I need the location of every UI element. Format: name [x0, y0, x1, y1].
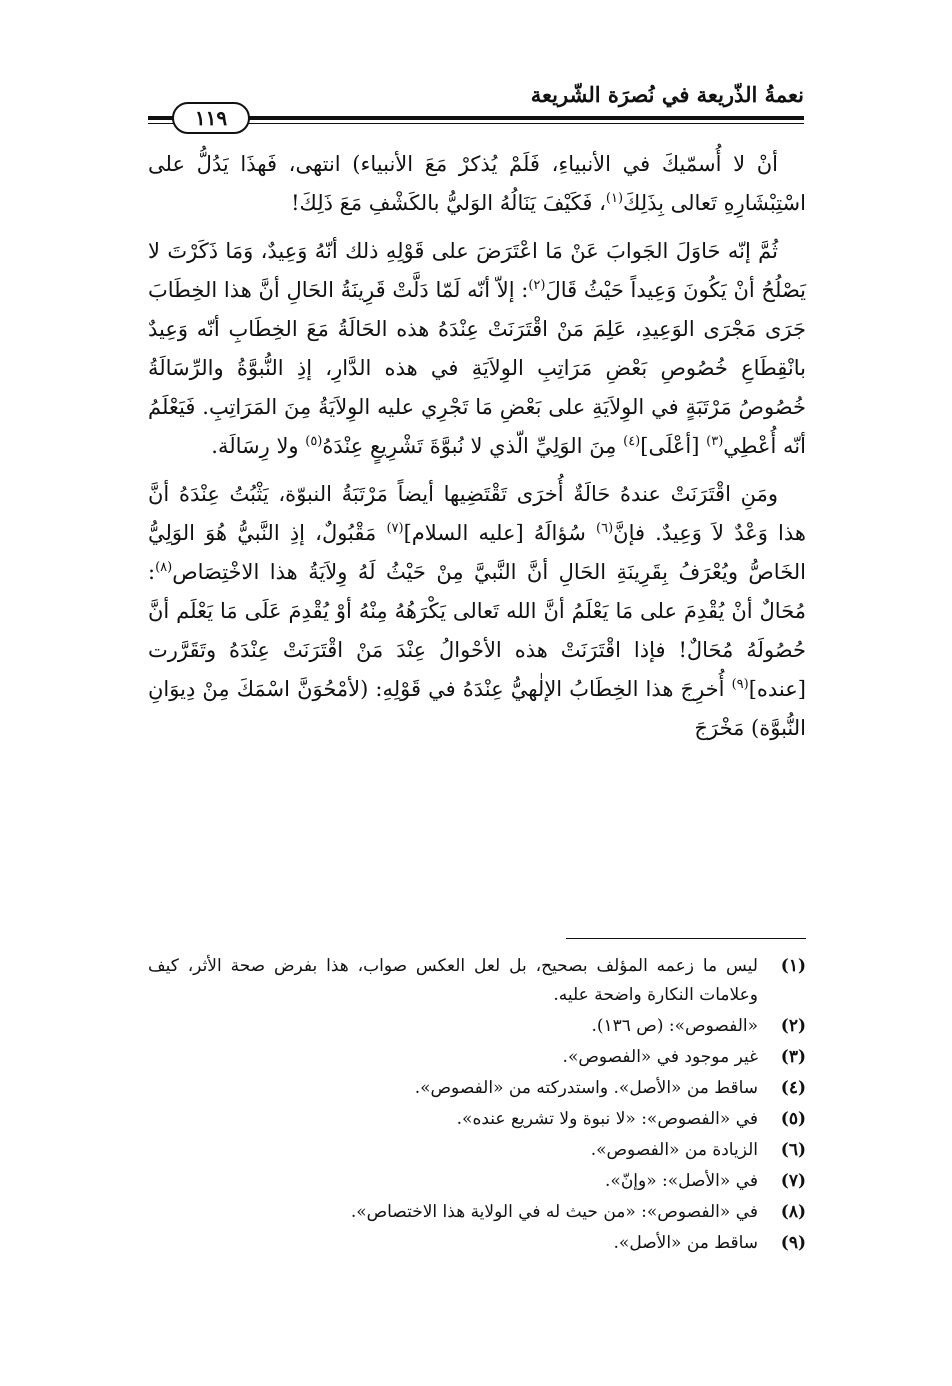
text-run: [أعْلَى] — [640, 434, 707, 458]
text-run: مَقْبُولٌ، إذِ النَّبيُّ هُوَ الوَلِيُّ الخَاصُّ ويُعْرَفُ بِقَرِينَةِ الحَالِ أنَّ النَّبيَّ مِنْ حَيْثُ لَهُ وِلاَيَةُ هذا الاخْتِصَاص — [148, 521, 806, 584]
text-run: سُؤالَهُ [عليه السلام] — [403, 521, 596, 545]
text-run: ، فَكَيْفَ يَنَالُهُ الوَليُّ بالكَشْفِ مَعَ ذَلِكَ! — [291, 191, 606, 215]
footnote-ref-3: (٣) — [706, 434, 724, 449]
footnote-text: غير موجود في «الفصوص». — [562, 1047, 758, 1067]
text-run: ومَنِ اقْتَرَنَتْ عندهُ حَالَةٌ أُخرَى تَقْتَضِيها أيضاً مَرْتَبَةُ النبوّة، يَثْبُتُ عِنْدَهُ أنَّ هذا وَعْدٌ لاَ وَعِيدٌ. فإنَّ — [148, 482, 806, 545]
footnote-number: (٣) — [780, 1047, 806, 1067]
text-run: مِنَ الوَلِيِّ الّذي لا نُبوَّةَ تَشْرِيعٍ عِنْدَهُ — [322, 434, 624, 458]
text-run: ولا رِسَالَة. — [211, 434, 306, 458]
paragraph-3 — [148, 475, 806, 748]
footnote-item — [148, 1167, 806, 1196]
body-text — [148, 145, 806, 757]
text-run: : إلاّ أنّه لَمّا دَلَّتْ قَرِينَةُ الحَالِ أنَّ هذا الخِطَابَ جَرَى مَجْرَى الوَعِيدِ، عَلِمَ مَنْ اقْتَرَنَتْ عِنْدَهُ هذه الحَالَةُ مَعَ الخِطَابِ أنّه وَعِيدٌ بانْقِطَاعِ خُصُوصِ بَعْضِ مَرَاتِبِ الوِلاَيَةِ في هذه الدَّارِ، إذِ النُّبوَّةُ والرِّسَالَةُ خُصُوصُ مَرْتَبَةٍ في الوِلاَيَةِ على بَعْضِ مَا تَجْرِي عليه الوِلاَيَةُ مِنَ المَرَاتِبِ. فَيَعْلَمُ أنّه أُعْطِي — [148, 278, 806, 458]
footnote-text: ساقط من «الأصل». واستدركته من «الفصوص». — [414, 1078, 758, 1098]
footnote-item — [148, 1136, 806, 1165]
text-run: أُخرِجَ هذا الخِطَابُ الإلٰهيُّ عِنْدَهُ في قَوْلِهِ: (لأمْحُوَنَّ اسْمَكَ مِنْ دِيوَانِ النُّبوَّة) مَخْرَجَ — [148, 677, 806, 740]
running-title: نعمةُ الذّريعة في نُصرَة الشّريعة — [530, 82, 804, 107]
footnote-number: (٦) — [780, 1140, 806, 1160]
footnotes-list — [148, 952, 806, 1260]
footnote-ref-7: (٧) — [386, 521, 404, 536]
footnote-text: ساقط من «الأصل». — [613, 1233, 758, 1253]
page-header — [148, 82, 804, 128]
footnote-number: (٧) — [780, 1171, 806, 1191]
footnote-text: في «الفصوص»: «من حيث له في الولاية هذا الاختصاص». — [350, 1202, 758, 1222]
footnote-item — [148, 1229, 806, 1258]
footnote-text: «الفصوص»: (ص ١٣٦). — [591, 1016, 758, 1036]
footnote-number: (٤) — [780, 1078, 806, 1098]
text-run: : مُحَالٌ أنْ يُقْدِمَ على مَا يَعْلَمُ أنَّ الله تَعالى يَكْرَهُهُ مِنْهُ أوْ يُقْدِمَ عَلَى مَا يَعْلَم أنَّ حُصُولَهُ مُحَالٌ! فإذا اقْتَرَنَتْ هذه الأحْوالُ عِنْدَ مَنْ اقْتَرَنَتْ عِنْدَهُ وتَقَرَّرت [عنده] — [148, 560, 806, 701]
footnote-item — [148, 1043, 806, 1072]
footnote-text: في «الفصوص»: «لا نبوة ولا تشريع عنده». — [456, 1109, 758, 1129]
footnote-item — [148, 1105, 806, 1134]
paragraph-2 — [148, 232, 806, 466]
footnote-item — [148, 1012, 806, 1041]
text-run: أنْ لا أُسمّيكَ في الأنبياءِ، فَلَمْ يُذكرْ مَعَ الأنبياء) انتهى، فَهذَا يَدُلُّ على اسْتِبْشَارِهِ تَعالى بِذَلِكَ — [148, 152, 806, 215]
footnote-text: الزيادة من «الفصوص». — [590, 1140, 758, 1160]
footnote-ref-2: (٢) — [528, 278, 546, 293]
footnote-number: (٥) — [780, 1109, 806, 1129]
footnote-item — [148, 1074, 806, 1103]
footnote-number: (١) — [780, 956, 806, 976]
page-number: ١١٩ — [172, 102, 250, 134]
footnote-ref-8: (٨) — [155, 560, 173, 575]
footnote-item — [148, 952, 806, 1010]
footnote-text: ليس ما زعمه المؤلف بصحيح، بل لعل العكس صواب، هذا بفرض صحة الأثر، كيف وعلامات النكارة واضحة عليه. — [148, 956, 758, 1005]
footnote-ref-5: (٥) — [305, 434, 323, 449]
footnote-ref-1: (١) — [605, 191, 624, 206]
paragraph-1 — [148, 145, 806, 223]
footnote-separator — [566, 938, 806, 939]
footnote-number: (٢) — [780, 1016, 806, 1036]
text-run: ثُمَّ إنّه حَاوَلَ الجَوابَ عَنْ مَا اعْتَرَضَ على قَوْلِهِ ذلك أنّهُ وَعِيدٌ، وَمَا ذَكَرْتَ لا يَصْلُحُ أنْ يَكُونَ وَعِيداً حَيْثُ قَالَ — [148, 239, 806, 302]
footnote-number: (٩) — [780, 1233, 806, 1253]
footnote-item — [148, 1198, 806, 1227]
footnote-ref-9: (٩) — [731, 677, 749, 692]
footnote-text: في «الأصل»: «وإنّ». — [605, 1171, 758, 1191]
footnote-ref-4: (٤) — [623, 434, 641, 449]
footnote-number: (٨) — [780, 1202, 806, 1222]
footnote-ref-6: (٦) — [596, 521, 614, 536]
